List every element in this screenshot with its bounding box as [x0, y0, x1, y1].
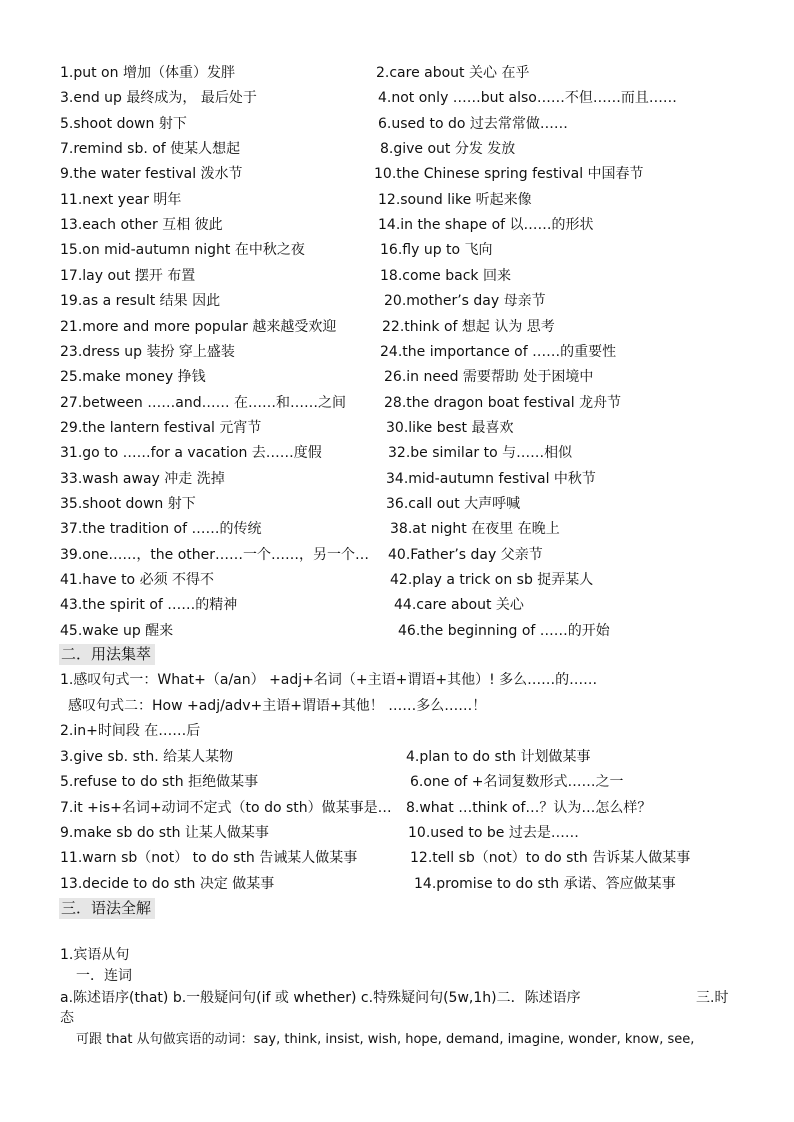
vocab-item: 31.go to ……for a vacation 去……度假	[60, 445, 322, 462]
vocab-item: 22.think of 想起 认为 思考	[382, 318, 555, 335]
vocab-item: 20.mother’s day 母亲节	[384, 293, 546, 310]
vocab-item: 5.shoot down 射下	[60, 115, 187, 132]
vocab-item: 28.the dragon boat festival 龙舟节	[384, 394, 622, 411]
usage-item: 8.what …think of…？认为…怎么样？	[406, 799, 652, 816]
vocab-item: 23.dress up 装扮 穿上盛装	[60, 343, 235, 360]
vocab-item: 8.give out 分发 发放	[380, 141, 516, 158]
usage-item: 12.tell sb（not）to do sth 告诉某人做某事	[410, 850, 691, 867]
vocab-item: 10.the Chinese spring festival 中国春节	[374, 166, 644, 183]
conjunction-types-line: a.陈述语序(that) b.一般疑问句(if 或 whether) c.特殊疑问句(5w,1h)二．陈述语序	[60, 990, 581, 1006]
vocab-item: 3.end up 最终成为， 最后处于	[60, 90, 257, 107]
vocab-item: 39.one……，the other……一个……，另一个…	[60, 546, 370, 563]
vocab-item: 12.sound like 听起来像	[378, 191, 532, 208]
vocab-item: 17.lay out 摆开 布置	[60, 267, 196, 284]
vocab-item: 21.more and more popular 越来越受欢迎	[60, 318, 337, 335]
vocab-item: 37.the tradition of ……的传统	[60, 521, 262, 538]
vocab-item: 45.wake up 醒来	[60, 622, 174, 639]
vocab-item: 36.call out 大声呼喊	[386, 495, 521, 512]
vocab-item: 2.care about 关心 在乎	[376, 65, 530, 81]
exclamation-pattern-1: 1.感叹句式一：What+（a/an） +adj+名词（+主语+谓语+其他）! 多么……的……	[60, 672, 598, 688]
vocab-item: 7.remind sb. of 使某人想起	[60, 141, 241, 158]
exclamation-pattern-2: 感叹句式二：How +adj/adv+主语+谓语+其他！ ……多么……！	[68, 698, 487, 714]
vocab-item: 41.have to 必须 不得不	[60, 572, 215, 588]
usage-item: 7.it +is+名词+动词不定式（to do sth）做某事是…	[60, 799, 392, 816]
vocab-item: 30.like best 最喜欢	[386, 419, 514, 436]
usage-item: 6.one of +名词复数形式……之一	[410, 774, 624, 791]
vocab-item: 14.in the shape of 以……的形状	[378, 217, 594, 234]
vocab-item: 32.be similar to 与……相似	[388, 445, 573, 462]
vocab-item: 15.on mid-autumn night 在中秋之夜	[60, 242, 305, 259]
vocab-item: 1.put on 增加（体重）发胖	[60, 65, 235, 81]
section-title-usage: 二．用法集萃	[59, 644, 155, 665]
usage-item: 4.plan to do sth 计划做某事	[406, 749, 591, 765]
usage-item: 11.warn sb（not） to do sth 告诫某人做某事	[60, 850, 358, 867]
grammar-heading-object-clause: 1.宾语从句	[60, 947, 130, 963]
that-clause-verbs: 可跟 that 从句做宾语的动词：say, think, insist, wish, hope, demand, imagine, wonder, know, see,	[76, 1032, 695, 1047]
vocab-item: 46.the beginning of ……的开始	[398, 622, 610, 639]
vocab-item: 11.next year 明年	[60, 191, 182, 208]
vocab-item: 25.make money 挣钱	[60, 369, 206, 386]
vocab-item: 24.the importance of ……的重要性	[380, 343, 617, 360]
vocab-item: 19.as a result 结果 因此	[60, 293, 221, 310]
vocab-item: 40.Father’s day 父亲节	[388, 546, 543, 563]
usage-item: 13.decide to do sth 决定 做某事	[60, 875, 275, 892]
vocab-item: 44.care about 关心	[394, 597, 524, 614]
vocab-item: 4.not only ……but also……不但……而且……	[378, 90, 677, 107]
vocab-item: 33.wash away 冲走 洗掉	[60, 470, 225, 487]
vocab-item: 43.the spirit of ……的精神	[60, 597, 238, 614]
vocab-item: 26.in need 需要帮助 处于困境中	[384, 369, 594, 386]
usage-item: 5.refuse to do sth 拒绝做某事	[60, 774, 259, 791]
grammar-subheading-conjunctions: 一．连词	[76, 968, 132, 984]
usage-item-2: 2.in+时间段 在……后	[60, 723, 201, 739]
vocab-item: 38.at night 在夜里 在晚上	[390, 521, 560, 538]
usage-item: 10.used to be 过去是……	[408, 824, 579, 841]
tense-label-wrap: 态	[60, 1010, 74, 1026]
vocab-item: 13.each other 互相 彼此	[60, 217, 223, 234]
vocab-item: 27.between ……and…… 在……和……之间	[60, 394, 347, 411]
vocab-item: 35.shoot down 射下	[60, 495, 196, 512]
vocab-item: 42.play a trick on sb 捉弄某人	[390, 572, 594, 588]
vocab-item: 34.mid-autumn festival 中秋节	[386, 470, 596, 487]
tense-label: 三.时	[696, 990, 729, 1006]
vocab-item: 18.come back 回来	[380, 267, 511, 284]
usage-item: 3.give sb. sth. 给某人某物	[60, 749, 234, 765]
usage-item: 9.make sb do sth 让某人做某事	[60, 824, 269, 841]
vocab-item: 6.used to do 过去常常做……	[378, 115, 568, 132]
section-title-grammar: 三．语法全解	[59, 898, 155, 919]
vocab-item: 16.fly up to 飞向	[380, 242, 493, 259]
usage-item: 14.promise to do sth 承诺、答应做某事	[414, 875, 676, 892]
vocab-item: 29.the lantern festival 元宵节	[60, 419, 262, 436]
vocab-item: 9.the water festival 泼水节	[60, 166, 243, 183]
